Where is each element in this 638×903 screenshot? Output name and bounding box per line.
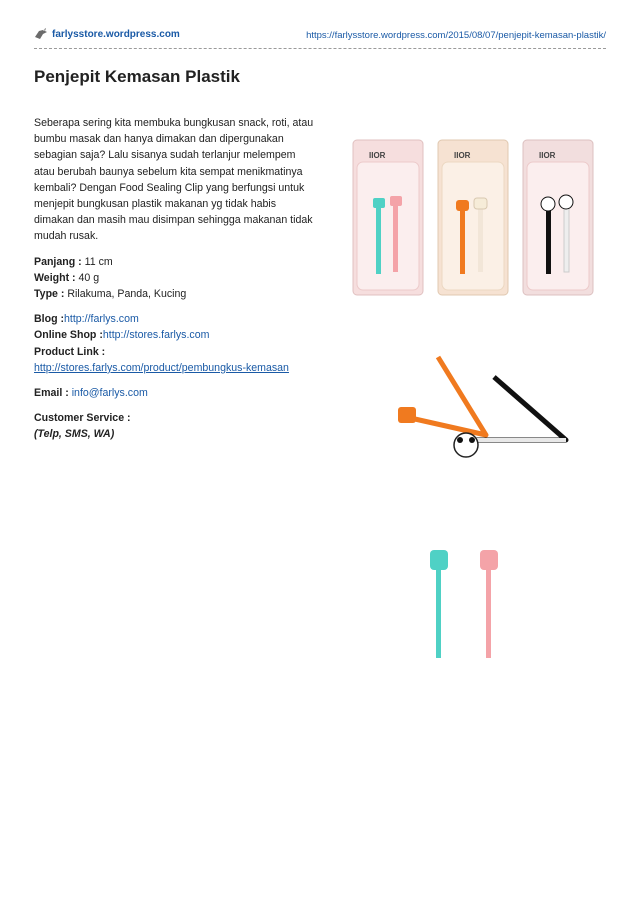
shop-label: Online Shop : — [34, 329, 103, 342]
blog-link[interactable]: http://farlys.com — [64, 313, 139, 326]
product-link[interactable]: http://stores.farlys.com/product/pembungkus-kemasan — [34, 361, 289, 374]
cs-value: (Telp, SMS, WA) — [34, 428, 115, 441]
package-rilakuma — [353, 140, 423, 295]
blog-label: Blog : — [34, 313, 65, 326]
post-intro: Seberapa sering kita membuka bungkusan snack, roti, atau bumbu masak dan hanya dimakan dan dipergunakan sebagian saja? Lalu sisanya sudah terlanjur melempem atau berubah baunya sebelum kita sempat menikmatinya kembali? Dengan Food Sealing Clip yang berfungsi untuk menjepit bungkusan plastik makanan yg tidak habis dimakan dan masih mau disimpan sehingga makanan tidak mudah rusak. — [34, 117, 314, 243]
post-content — [34, 115, 316, 452]
length-value: 11 cm — [81, 255, 113, 268]
weight-value: 40 g — [75, 271, 100, 284]
page-header — [34, 28, 606, 46]
type-label: Type : — [34, 288, 65, 301]
package-label: IIOR — [369, 151, 386, 160]
cs-block — [34, 410, 316, 442]
weight-label: Weight : — [34, 271, 76, 284]
wordpress-bird-icon — [34, 28, 48, 40]
product-label: Product Link : — [34, 345, 106, 358]
length-label: Panjang : — [34, 255, 82, 268]
specs-block — [34, 254, 316, 303]
email-label: Email : — [34, 387, 69, 400]
package-label: IIOR — [454, 151, 471, 160]
package-kucing — [438, 140, 508, 295]
clips-orange-black-image — [376, 345, 576, 475]
header-divider — [34, 48, 606, 49]
package-panda — [523, 140, 593, 295]
site-name[interactable]: farlysstore.wordpress.com — [52, 28, 180, 40]
site-brand[interactable] — [34, 28, 180, 40]
type-value: Rilakuma, Panda, Kucing — [64, 288, 187, 301]
page-url[interactable]: https://farlysstore.wordpress.com/2015/08/07/penjepit-kemasan-plastik/ — [306, 30, 606, 41]
product-packages-image — [343, 122, 605, 298]
post-title: Penjepit Kemasan Plastik — [34, 67, 240, 86]
email-block — [34, 385, 316, 401]
shop-link[interactable]: http://stores.farlys.com — [102, 329, 210, 342]
cs-label: Customer Service : — [34, 412, 131, 425]
package-label: IIOR — [539, 151, 556, 160]
clips-teal-pink-image — [410, 546, 518, 662]
email-link[interactable]: info@farlys.com — [71, 387, 148, 400]
links-block — [34, 311, 316, 376]
